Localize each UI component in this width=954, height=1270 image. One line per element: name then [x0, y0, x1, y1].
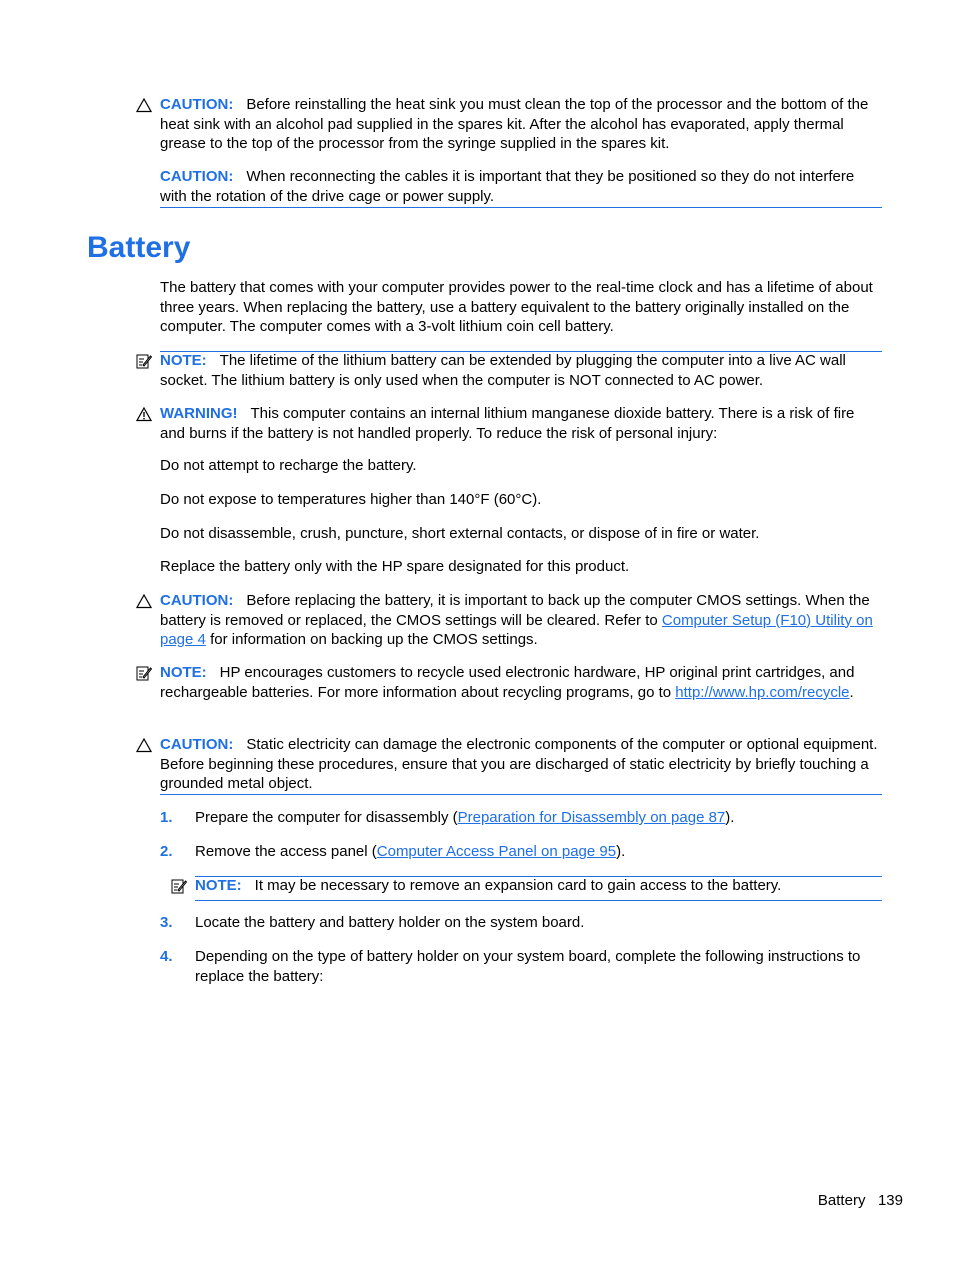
note-text: It may be necessary to remove an expansion card to gain access to the battery. [254, 877, 782, 894]
note-label: NOTE: [160, 352, 207, 369]
warning-battery [160, 404, 882, 443]
note-recycle [160, 663, 882, 702]
note-label: NOTE: [195, 877, 242, 894]
warning-item: Do not disassemble, crush, puncture, short external contacts, or dispose of in fire or water. [160, 525, 760, 542]
note-text: The lifetime of the lithium battery can be extended by plugging the computer into a live AC wall socket. The lithium battery is only used when the computer is NOT connected to AC power. [160, 352, 846, 389]
note-pencil-icon [136, 665, 152, 681]
caution-text-after: for information on backing up the CMOS settings. [210, 631, 538, 648]
step-text: Remove the access panel ( [195, 843, 377, 860]
caution-triangle-icon [136, 593, 152, 609]
step-4: Depending on the type of battery holder on your system board, complete the following instructions to replace the battery: [195, 948, 861, 985]
caution-label: CAUTION: [160, 736, 234, 753]
recycle-link[interactable]: http://www.hp.com/recycle [675, 683, 850, 701]
caution-static [160, 735, 882, 794]
section-title: Battery [87, 231, 191, 264]
warning-triangle-icon [136, 406, 152, 422]
caution-text: Before replacing the battery, it is important to back up the computer CMOS settings. When the battery is removed or replaced, the CMOS settings will be cleared. Refer to [160, 592, 870, 629]
note-expansion-card [195, 876, 882, 896]
note-lithium [160, 351, 882, 390]
computer-setup-link[interactable]: Computer Setup (F10) Utility on page 4 [160, 611, 873, 648]
step-number: 4. [160, 948, 173, 965]
caution-bottom-rule [160, 207, 882, 208]
caution-triangle-icon [136, 97, 152, 113]
warning-text: This computer contains an internal lithium manganese dioxide battery. There is a risk of fire and burns if the battery is not handled properly. To reduce the risk of personal injury: [160, 405, 855, 442]
caution-bottom-rule [160, 794, 882, 795]
step-number: 3. [160, 914, 173, 931]
page-footer [818, 1191, 903, 1211]
step-text-after: ). [725, 809, 735, 826]
caution-cmos [160, 591, 882, 650]
intro-paragraph: The battery that comes with your computer provides power to the real-time clock and has a lifetime of about three years. When replacing the battery, use a battery equivalent to the battery originally installed on the computer. The computer comes with a 3-volt lithium coin cell battery. [160, 279, 873, 335]
warning-label: WARNING! [160, 405, 238, 422]
step-text: Prepare the computer for disassembly ( [195, 809, 458, 826]
caution-cables [160, 167, 882, 206]
step-1 [195, 808, 882, 828]
preparation-link[interactable]: Preparation for Disassembly on page 87 [457, 809, 726, 826]
step-number: 1. [160, 809, 173, 826]
access-panel-link[interactable]: Computer Access Panel on page 95 [376, 843, 617, 860]
caution-text: Static electricity can damage the electronic components of the computer or optional equipment. Before beginning these procedures, ensure that you are discharged of static electricity by briefly touching a grounded metal object. [160, 736, 878, 792]
page-number: 139 [877, 1192, 903, 1209]
note-pencil-icon [136, 353, 152, 369]
caution-label: CAUTION: [160, 168, 234, 185]
step-number: 2. [160, 843, 173, 860]
warning-item: Do not attempt to recharge the battery. [160, 457, 417, 474]
footer-section: Battery [817, 1192, 866, 1209]
note-text: HP encourages customers to recycle used electronic hardware, HP original print cartridges, and rechargeable batteries. For more information about recycling programs, go to [160, 664, 855, 701]
warning-item: Do not expose to temperatures higher than 140°F (60°C). [160, 491, 542, 508]
note-bottom-rule [195, 900, 882, 901]
caution-text: Before reinstalling the heat sink you must clean the top of the processor and the bottom of the heat sink with an alcohol pad supplied in the spares kit. After the alcohol has evaporated, apply thermal grease to the top of the processor from the syringe supplied in the spares kit. [160, 96, 869, 152]
note-label: NOTE: [160, 664, 207, 681]
warning-item: Replace the battery only with the HP spare designated for this product. [160, 558, 630, 575]
step-text-after: ). [616, 843, 626, 860]
caution-label: CAUTION: [160, 96, 234, 113]
caution-heat-sink [160, 95, 882, 154]
caution-triangle-icon [136, 737, 152, 753]
step-2 [195, 842, 882, 862]
note-pencil-icon [171, 878, 187, 894]
caution-text: When reconnecting the cables it is important that they be positioned so they do not interfere with the rotation of the drive cage or power supply. [160, 168, 855, 205]
step-3: Locate the battery and battery holder on the system board. [195, 914, 585, 931]
caution-label: CAUTION: [160, 592, 234, 609]
note-text-after: . [849, 683, 854, 701]
